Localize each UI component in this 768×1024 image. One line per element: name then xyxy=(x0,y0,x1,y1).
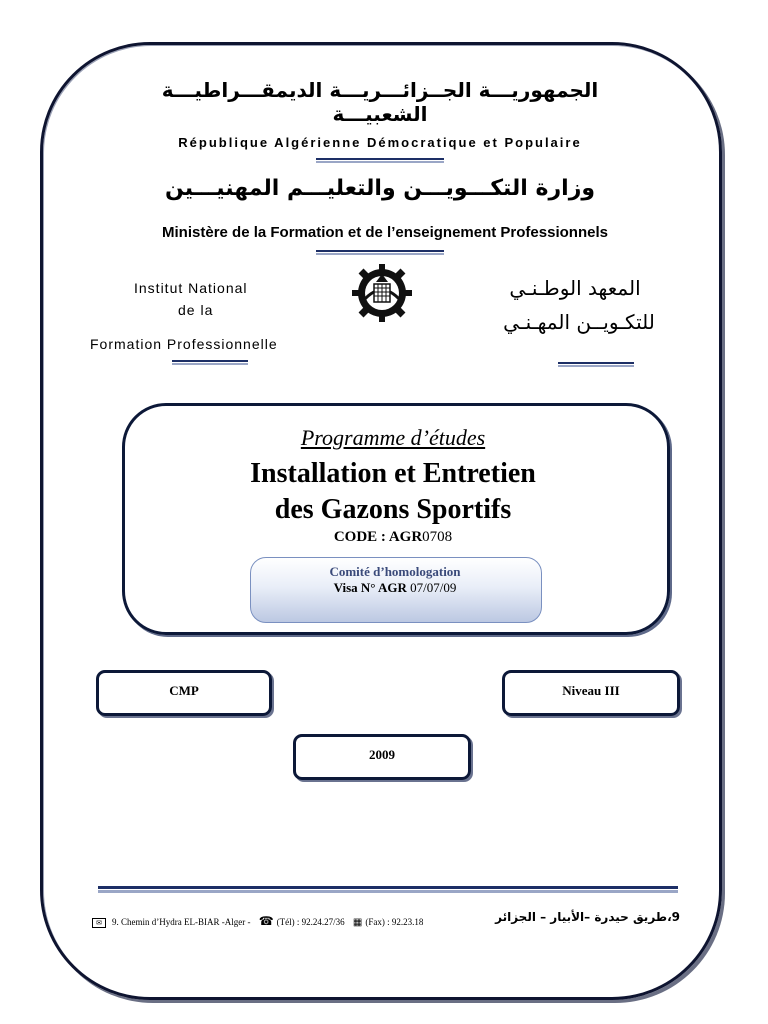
footer-tel: (Tél) : 92.24.27/36 xyxy=(276,917,345,927)
visa-number: 07/07/09 xyxy=(410,580,457,595)
cmp-box: CMP xyxy=(96,670,272,716)
institute-french-line1: Institut National xyxy=(134,280,248,296)
institute-french-line3: Formation Professionnelle xyxy=(90,336,278,352)
program-title-line1: Installation et Entretien xyxy=(250,458,536,489)
institute-french-line2: de la xyxy=(178,302,214,318)
footer-arabic-address: 9،طريق حيدرة –الأبيار – الجزائر xyxy=(495,910,680,924)
visa-label: Visa N° AGR xyxy=(333,580,411,595)
footer-divider xyxy=(98,886,678,889)
divider-2 xyxy=(316,250,444,252)
arabic-ministry-title: وزارة التكـــويـــن والتعليـــم المهنيـــين xyxy=(164,176,596,201)
footer-contact xyxy=(92,914,423,929)
program-code-label: CODE : AGR xyxy=(333,529,423,545)
phone-icon: ☎ xyxy=(258,914,274,928)
institute-arabic-line2: للتكـويــن المهـنـي xyxy=(503,310,655,334)
program-title-line2: des Gazons Sportifs xyxy=(274,494,512,525)
footer-fax: (Fax) : 92.23.18 xyxy=(365,917,424,927)
mail-icon: ✉ xyxy=(92,918,106,928)
homologation-visa xyxy=(250,580,540,596)
year-box: 2009 xyxy=(293,734,471,780)
footer-address: 9. Chemin d’Hydra EL-BIAR -Alger - xyxy=(112,917,251,927)
institute-arabic-line1: المعهد الوطـنـي xyxy=(509,276,641,300)
program-code xyxy=(122,529,664,546)
program-code-number: 0708 xyxy=(422,529,453,545)
program-subtitle: Programme d’études xyxy=(300,425,486,450)
homologation-committee: Comité d’homologation xyxy=(329,564,461,579)
fax-icon: ▦ xyxy=(352,917,363,928)
arabic-republic-title: الجمهوريـــة الجــزائـــريـــة الديمقـــراطيـــة الشعبيـــة xyxy=(161,78,599,126)
divider-1 xyxy=(316,158,444,160)
level-box: Niveau III xyxy=(502,670,680,716)
divider-3 xyxy=(172,360,248,362)
french-republic-title: République Algérienne Démocratique et Populaire xyxy=(178,135,582,150)
divider-4 xyxy=(558,362,634,364)
institute-logo-icon xyxy=(344,262,420,324)
french-ministry-title: Ministère de la Formation et de l’enseignement Professionnels xyxy=(162,224,608,241)
